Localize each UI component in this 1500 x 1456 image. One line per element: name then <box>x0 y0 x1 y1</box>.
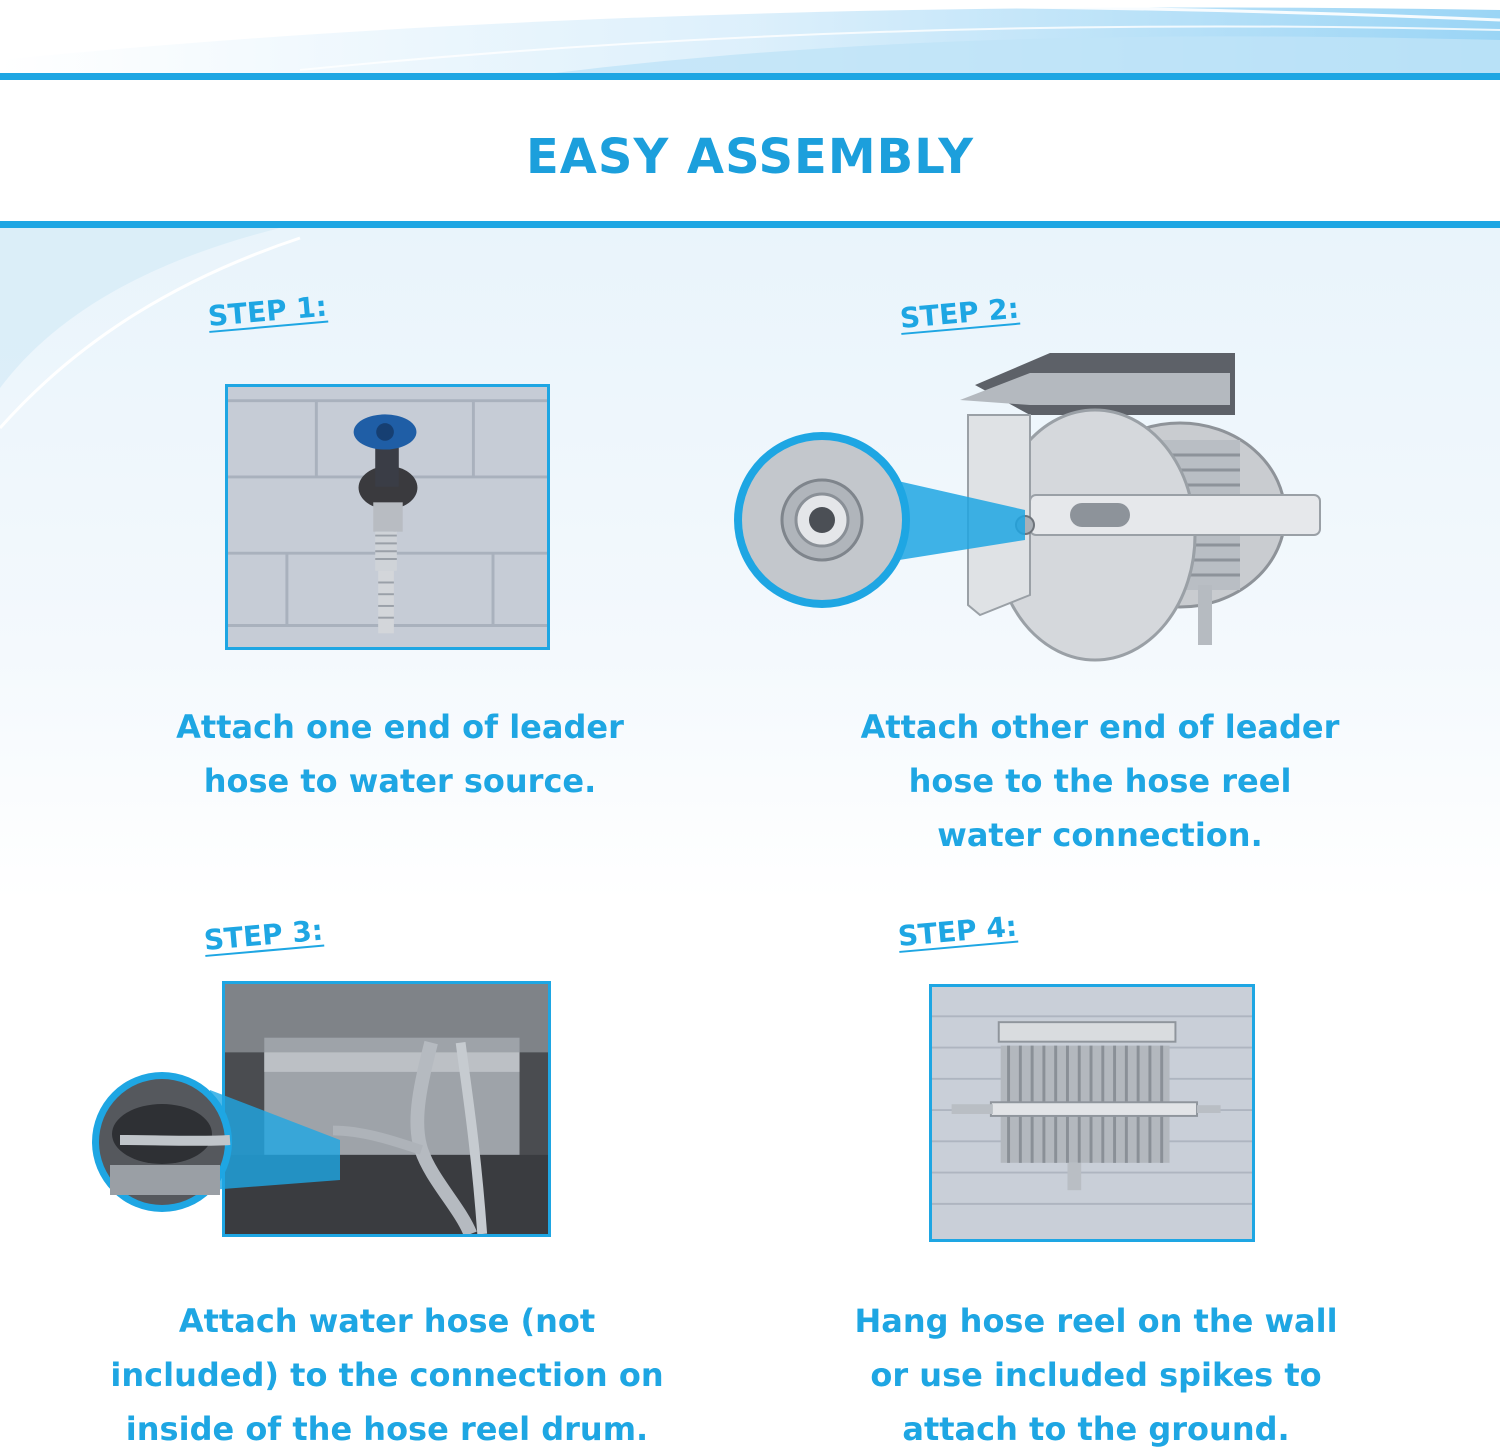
step-2-caption-line: hose to the hose reel <box>908 762 1292 800</box>
step-1-caption-line: hose to water source. <box>203 762 597 800</box>
step-3-caption-line: Attach water hose (not <box>178 1302 596 1340</box>
header-band <box>0 80 1500 221</box>
step-1-caption <box>100 700 700 808</box>
step-3-label: STEP 3: <box>202 913 325 957</box>
header-divider-top <box>0 73 1500 80</box>
step-1-photo <box>225 384 550 650</box>
step-2-caption <box>800 700 1400 862</box>
wall-mounted-reel-icon <box>932 987 1252 1239</box>
page-title: EASY ASSEMBLY <box>525 128 975 185</box>
step-2-label: STEP 2: <box>898 291 1021 335</box>
step-4-label: STEP 4: <box>896 909 1019 953</box>
step-1-caption-line: Attach one end of leader <box>176 708 624 746</box>
step-4-caption <box>796 1294 1396 1456</box>
step-3-caption-line: inside of the hose reel drum. <box>125 1410 649 1448</box>
step-2-photo <box>730 345 1330 665</box>
step-3-zoom-callout <box>90 1070 350 1230</box>
step-4-caption-line: Hang hose reel on the wall <box>854 1302 1338 1340</box>
step-2-caption-line: Attach other end of leader <box>860 708 1340 746</box>
step-1-label: STEP 1: <box>206 289 329 333</box>
step-4-photo <box>929 984 1255 1242</box>
header-divider-bottom <box>0 221 1500 228</box>
hose-reel-icon <box>960 353 1320 660</box>
faucet-icon <box>228 387 547 647</box>
header-wave-decoration <box>0 0 1500 80</box>
step-4-caption-line: attach to the ground. <box>902 1410 1290 1448</box>
step-4-caption-line: or use included spikes to <box>870 1356 1322 1394</box>
step-3-caption-line: included) to the connection on <box>110 1356 664 1394</box>
step-2-caption-line: water connection. <box>937 816 1263 854</box>
step-3-caption <box>87 1294 687 1456</box>
